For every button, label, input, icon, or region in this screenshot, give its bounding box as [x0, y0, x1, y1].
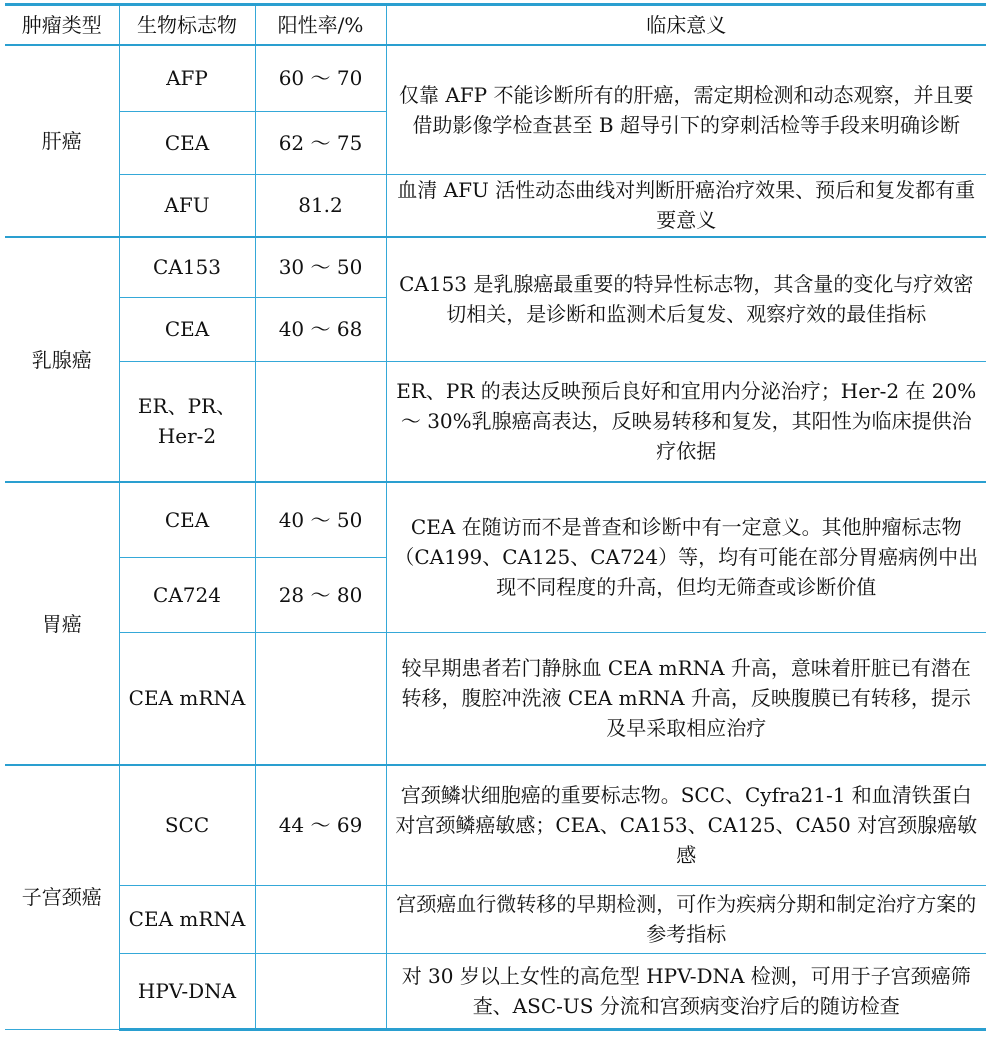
biomarker-cell: SCC: [119, 765, 255, 885]
positive-rate-cell: [255, 885, 386, 953]
header-tumor-type: 肿瘤类型: [5, 5, 119, 46]
table-row: [5, 482, 986, 557]
biomarker-cell: AFU: [119, 174, 255, 237]
table-row: [5, 953, 986, 1029]
clinical-significance-cell: 血清 AFU 活性动态曲线对判断肝癌治疗效果、预后和复发都有重要意义: [386, 174, 986, 237]
header-row: [5, 5, 986, 46]
biomarker-cell: CA724: [119, 557, 255, 632]
header-positive-rate: 阳性率/%: [255, 5, 386, 46]
clinical-significance-cell: 仅靠 AFP 不能诊断所有的肝癌，需定期检测和动态观察，并且要借助影像学检查甚至 B 超导引下的穿刺活检等手段来明确诊断: [386, 45, 986, 174]
tumor-group: [5, 765, 986, 1029]
header-clinical-significance: 临床意义: [386, 5, 986, 46]
positive-rate-cell: 81.2: [255, 174, 386, 237]
tumor-marker-table: [5, 3, 986, 1031]
tumor-type-cell: 乳腺癌: [5, 237, 119, 482]
table-header: [5, 5, 986, 46]
biomarker-cell: CEA: [119, 482, 255, 557]
biomarker-cell: ER、PR、Her-2: [119, 361, 255, 482]
table-row: [5, 237, 986, 297]
biomarker-cell: CA153: [119, 237, 255, 297]
clinical-significance-cell: 宫颈鳞状细胞癌的重要标志物。SCC、Cyfra21-1 和血清铁蛋白对宫颈鳞癌敏感；CEA、CA153、CA125、CA50 对宫颈腺癌敏感: [386, 765, 986, 885]
table-row: [5, 765, 986, 885]
positive-rate-cell: 44 ～ 69: [255, 765, 386, 885]
positive-rate-cell: 62 ～ 75: [255, 111, 386, 174]
positive-rate-cell: [255, 953, 386, 1029]
biomarker-cell: CEA mRNA: [119, 632, 255, 765]
positive-rate-cell: 28 ～ 80: [255, 557, 386, 632]
biomarker-cell: CEA: [119, 111, 255, 174]
tumor-group: [5, 237, 986, 482]
positive-rate-cell: [255, 361, 386, 482]
table-row: [5, 45, 986, 111]
biomarker-cell: HPV-DNA: [119, 953, 255, 1029]
tumor-type-cell: 胃癌: [5, 482, 119, 765]
positive-rate-cell: [255, 632, 386, 765]
biomarker-cell: CEA mRNA: [119, 885, 255, 953]
clinical-significance-cell: ER、PR 的表达反映预后良好和宜用内分泌治疗；Her-2 在 20%～ 30%乳腺癌高表达，反映易转移和复发，其阳性为临床提供治疗依据: [386, 361, 986, 482]
header-biomarker: 生物标志物: [119, 5, 255, 46]
clinical-significance-cell: 较早期患者若门静脉血 CEA mRNA 升高，意味着肝脏已有潜在转移，腹腔冲洗液 CEA mRNA 升高，反映腹膜已有转移，提示及早采取相应治疗: [386, 632, 986, 765]
positive-rate-cell: 30 ～ 50: [255, 237, 386, 297]
positive-rate-cell: 40 ～ 50: [255, 482, 386, 557]
tumor-type-cell: 肝癌: [5, 45, 119, 237]
clinical-significance-cell: CA153 是乳腺癌最重要的特异性标志物，其含量的变化与疗效密切相关，是诊断和监测术后复发、观察疗效的最佳指标: [386, 237, 986, 361]
table-row: [5, 361, 986, 482]
positive-rate-cell: 40 ～ 68: [255, 297, 386, 361]
table-row: [5, 174, 986, 237]
table-row: [5, 885, 986, 953]
biomarker-cell: AFP: [119, 45, 255, 111]
tumor-group: [5, 45, 986, 237]
clinical-significance-cell: 对 30 岁以上女性的高危型 HPV-DNA 检测，可用于子宫颈癌筛查、ASC-US 分流和宫颈病变治疗后的随访检查: [386, 953, 986, 1029]
tumor-group: [5, 482, 986, 765]
biomarker-cell: CEA: [119, 297, 255, 361]
tumor-type-cell: 子宫颈癌: [5, 765, 119, 1029]
table-row: [5, 632, 986, 765]
clinical-significance-cell: CEA 在随访而不是普查和诊断中有一定意义。其他肿瘤标志物（CA199、CA125、CA724）等，均有可能在部分胃癌病例中出现不同程度的升高，但均无筛查或诊断价值: [386, 482, 986, 632]
clinical-significance-cell: 宫颈癌血行微转移的早期检测，可作为疾病分期和制定治疗方案的参考指标: [386, 885, 986, 953]
positive-rate-cell: 60 ～ 70: [255, 45, 386, 111]
